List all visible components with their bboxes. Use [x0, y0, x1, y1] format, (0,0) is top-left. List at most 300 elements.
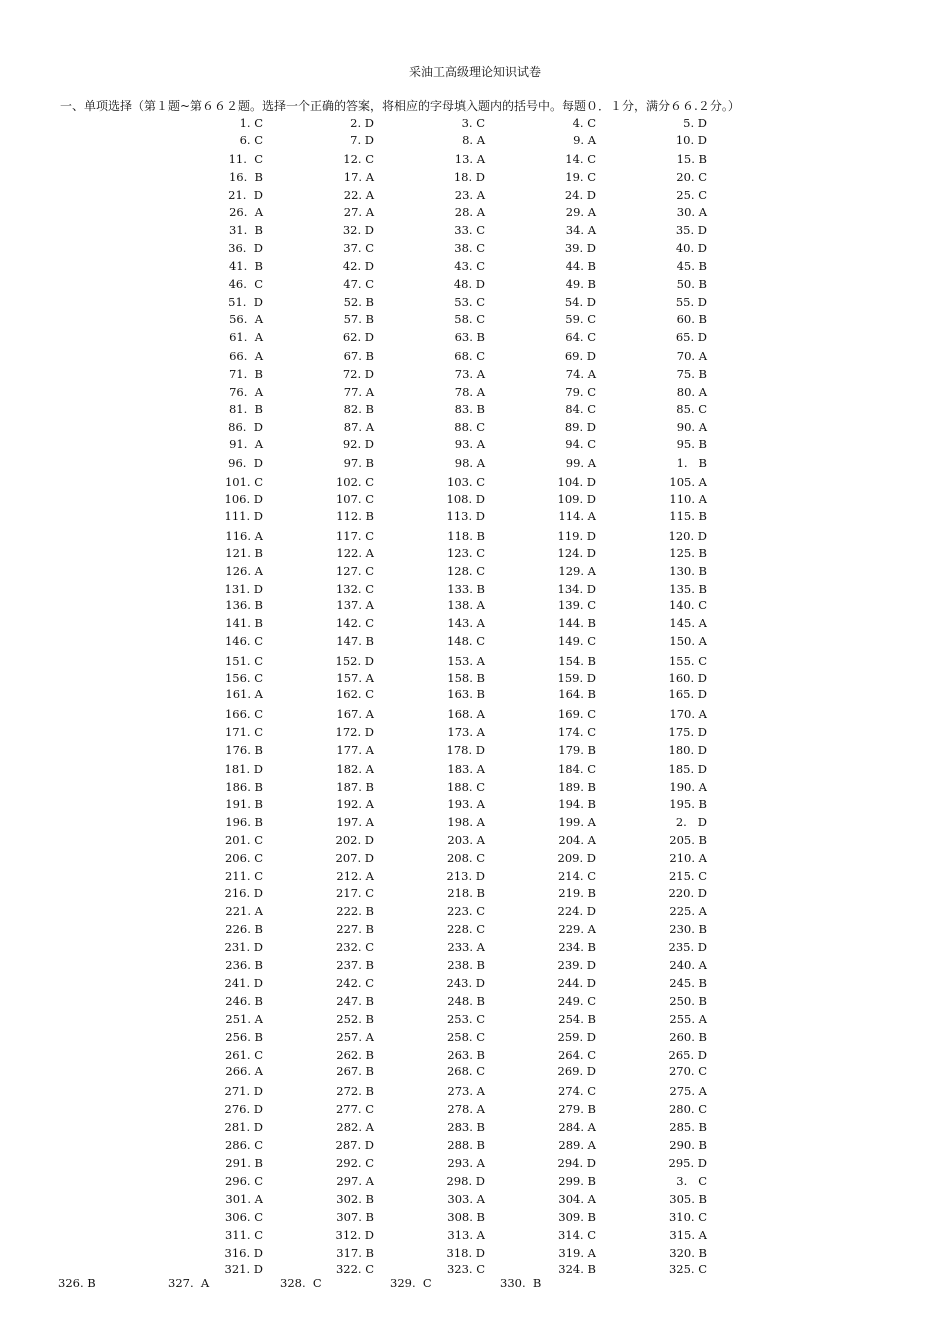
answer-cell: 128. C [446, 564, 485, 578]
answer-row [0, 1048, 950, 1062]
answer-cell: 303. A [447, 1192, 485, 1206]
answer-cell: 60. B [676, 312, 707, 326]
answer-cell: 162. C [335, 687, 374, 701]
answer-cell: 240. A [669, 958, 707, 972]
answer-cell: 4. C [572, 116, 596, 130]
answer-cell: 243. D [446, 976, 485, 990]
answer-cell: 160. D [668, 671, 707, 685]
answer-row [0, 277, 950, 291]
answer-cell: 119. D [557, 529, 596, 543]
answer-row [0, 994, 950, 1008]
answer-cell: 218. B [447, 886, 485, 900]
answer-cell: 9. A [573, 133, 596, 147]
answer-cell: 230. B [669, 922, 707, 936]
answer-cell: 158. B [447, 671, 485, 685]
answer-cell: 32. D [342, 223, 374, 237]
answer-row [0, 385, 950, 399]
answer-cell: 198. A [447, 815, 485, 829]
answer-cell: 109. D [557, 492, 596, 506]
answer-cell: 3. C [461, 116, 485, 130]
answer-cell: 110. A [669, 492, 707, 506]
answer-cell: 291. B [225, 1156, 263, 1170]
answer-cell: 256. B [225, 1030, 263, 1044]
answer-cell: 318. D [446, 1246, 485, 1260]
answer-cell: 163. B [447, 687, 485, 701]
answer-cell: 217. C [335, 886, 374, 900]
section-instruction: 一、单项选择（第１题~第６６２题。选择一个正确的答案，将相应的字母填入题内的括号中。每题０．１分，满分６６.２分。） [60, 99, 740, 113]
answer-cell: 95. B [676, 437, 707, 451]
answer-cell: 102. C [335, 475, 374, 489]
answer-cell: 311. C [224, 1228, 263, 1242]
answer-cell: 213. D [446, 869, 485, 883]
answer-cell: 99. A [565, 456, 596, 470]
answer-cell: 267. B [336, 1064, 374, 1078]
answer-cell: 83. B [454, 402, 485, 416]
answer-row [0, 940, 950, 954]
answer-cell: 312. D [335, 1228, 374, 1242]
answer-cell: 135. B [669, 582, 707, 596]
answer-cell: 103. C [446, 475, 485, 489]
answer-row [0, 815, 950, 829]
answer-cell: 132. C [335, 582, 374, 596]
answer-cell: 186. B [225, 780, 263, 794]
answer-cell: 191. B [225, 797, 263, 811]
answer-cell: 288. B [447, 1138, 485, 1152]
answer-cell: 206. C [224, 851, 263, 865]
answer-cell: 279. B [558, 1102, 596, 1116]
answer-cell: 199. A [558, 815, 596, 829]
answer-cell: 297. A [336, 1174, 374, 1188]
answer-cell: 152. D [335, 654, 374, 668]
answer-cell: 323. C [446, 1262, 485, 1276]
answer-cell: 159. D [557, 671, 596, 685]
answer-cell: 154. B [558, 654, 596, 668]
answer-row [0, 687, 950, 701]
answer-cell: 44. B [565, 259, 596, 273]
answer-row [0, 904, 950, 918]
answer-cell: 121. B [225, 546, 263, 560]
answer-cell: 77. A [343, 385, 374, 399]
answer-cell: 216. D [224, 886, 263, 900]
answer-cell: 252. B [336, 1012, 374, 1026]
answer-cell: 54. D [564, 295, 596, 309]
answer-cell: 294. D [557, 1156, 596, 1170]
answer-row [0, 634, 950, 648]
answer-row [0, 1012, 950, 1026]
answer-cell: 107. C [335, 492, 374, 506]
answer-row [0, 654, 950, 668]
answer-cell: 106. D [224, 492, 263, 506]
answer-cell: 5. D [683, 116, 707, 130]
answer-cell: 226. B [225, 922, 263, 936]
answer-cell: 84. C [565, 402, 596, 416]
answer-cell: 92. D [342, 437, 374, 451]
answer-cell: 277. C [335, 1102, 374, 1116]
answer-cell: 19. C [565, 170, 596, 184]
answer-cell: 104. D [557, 475, 596, 489]
answer-cell: 259. D [557, 1030, 596, 1044]
answer-cell: 148. C [446, 634, 485, 648]
answer-cell: 292. C [335, 1156, 374, 1170]
answer-cell: 2. D [675, 815, 707, 829]
answer-row [0, 1192, 950, 1206]
answer-cell: 38. C [454, 241, 485, 255]
answer-cell: 2. D [350, 116, 374, 130]
answer-cell: 52. B [343, 295, 374, 309]
answer-row [0, 188, 950, 202]
answer-cell: 140. C [668, 598, 707, 612]
answer-cell: 66. A [229, 349, 263, 363]
answer-cell: 78. A [454, 385, 485, 399]
answer-cell: 157. A [336, 671, 374, 685]
answer-row [0, 1064, 950, 1078]
answer-cell: 210. A [669, 851, 707, 865]
answer-row [0, 1174, 950, 1188]
answer-cell: 112. B [336, 509, 374, 523]
answer-cell: 309. B [558, 1210, 596, 1224]
answer-cell: 233. A [447, 940, 485, 954]
answer-cell: 301. A [225, 1192, 263, 1206]
answer-cell: 214. C [557, 869, 596, 883]
answer-cell: 7. D [350, 133, 374, 147]
answer-cell: 319. A [558, 1246, 596, 1260]
answer-row [0, 564, 950, 578]
answer-cell: 125. B [669, 546, 707, 560]
answer-cell: 23. A [454, 188, 485, 202]
answer-row [0, 1228, 950, 1242]
answer-cell: 36. D [228, 241, 263, 255]
answer-cell: 164. B [558, 687, 596, 701]
answer-cell: 87. A [343, 420, 374, 434]
answer-cell: 183. A [447, 762, 485, 776]
answer-row [0, 420, 950, 434]
answer-cell: 220. D [668, 886, 707, 900]
answer-cell: 245. B [669, 976, 707, 990]
answer-cell: 298. D [446, 1174, 485, 1188]
answer-cell: 85. C [676, 402, 707, 416]
answer-cell: 269. D [557, 1064, 596, 1078]
answer-cell: 29. A [565, 205, 596, 219]
answer-cell: 265. D [668, 1048, 707, 1062]
answer-cell: 266. A [225, 1064, 263, 1078]
answer-row [0, 762, 950, 776]
answer-cell: 143. A [447, 616, 485, 630]
answer-cell: 315. A [669, 1228, 707, 1242]
answer-cell: 263. B [447, 1048, 485, 1062]
answer-cell: 155. C [668, 654, 707, 668]
answer-cell: 101. C [224, 475, 263, 489]
answer-row [0, 349, 950, 363]
answer-cell: 89. D [564, 420, 596, 434]
answer-cell: 53. C [454, 295, 485, 309]
answer-cell: 185. D [668, 762, 707, 776]
answer-cell: 12. C [343, 152, 374, 166]
answer-cell: 286. C [224, 1138, 263, 1152]
answer-cell: 93. A [454, 437, 485, 451]
answer-cell: 90. A [676, 420, 707, 434]
answer-cell: 114. A [558, 509, 596, 523]
answer-cell: 10. D [675, 133, 707, 147]
answer-cell: 31. B [228, 223, 263, 237]
answer-row [0, 1156, 950, 1170]
answer-cell: 280. C [668, 1102, 707, 1116]
answer-cell: 278. A [447, 1102, 485, 1116]
answer-row [0, 869, 950, 883]
answer-cell: 124. D [557, 546, 596, 560]
answer-cell: 287. D [335, 1138, 374, 1152]
answer-row-last [0, 1276, 950, 1290]
answer-cell: 145. A [669, 616, 707, 630]
answer-cell: 221. A [225, 904, 263, 918]
answer-cell: 314. C [557, 1228, 596, 1242]
answer-cell: 130. B [669, 564, 707, 578]
answer-cell: 238. B [447, 958, 485, 972]
answer-cell: 74. A [565, 367, 596, 381]
answer-row [0, 743, 950, 757]
answer-cell: 67. B [343, 349, 374, 363]
answer-cell: 117. C [335, 529, 374, 543]
answer-row [0, 976, 950, 990]
answer-cell: 134. D [557, 582, 596, 596]
answer-row [0, 241, 950, 255]
answer-cell: 64. C [565, 330, 596, 344]
answer-cell: 316. D [224, 1246, 263, 1260]
answer-cell: 136. B [225, 598, 263, 612]
answer-cell: 11. C [228, 152, 263, 166]
answer-cell: 195. B [669, 797, 707, 811]
answer-row [0, 295, 950, 309]
answer-cell: 281. D [224, 1120, 263, 1134]
answer-cell: 63. B [454, 330, 485, 344]
answer-cell: 188. C [446, 780, 485, 794]
answer-row [0, 780, 950, 794]
answer-cell: 79. C [565, 385, 596, 399]
answer-cell: 326. B [58, 1276, 96, 1290]
answer-cell: 255. A [669, 1012, 707, 1026]
answer-cell: 56. A [229, 312, 263, 326]
answer-cell: 113. D [446, 509, 485, 523]
answer-cell: 42. D [342, 259, 374, 273]
answer-row [0, 475, 950, 489]
answer-cell: 219. B [558, 886, 596, 900]
answer-cell: 234. B [558, 940, 596, 954]
answer-row [0, 1030, 950, 1044]
answer-cell: 236. B [225, 958, 263, 972]
answer-cell: 293. A [447, 1156, 485, 1170]
answer-cell: 98. A [454, 456, 485, 470]
answer-cell: 72. D [342, 367, 374, 381]
answer-cell: 171. C [224, 725, 263, 739]
answer-cell: 203. A [447, 833, 485, 847]
answer-cell: 227. B [336, 922, 374, 936]
answer-cell: 126. A [225, 564, 263, 578]
answer-cell: 16. B [228, 170, 263, 184]
answer-row [0, 223, 950, 237]
answer-row [0, 922, 950, 936]
answer-cell: 317. B [336, 1246, 374, 1260]
answer-cell: 289. A [558, 1138, 596, 1152]
answer-cell: 68. C [454, 349, 485, 363]
answer-cell: 141. B [225, 616, 263, 630]
answer-cell: 37. C [343, 241, 374, 255]
answer-cell: 129. A [558, 564, 596, 578]
answer-cell: 231. D [224, 940, 263, 954]
answer-cell: 197. A [336, 815, 374, 829]
answer-cell: 18. D [453, 170, 485, 184]
answer-cell: 181. D [224, 762, 263, 776]
answer-cell: 108. D [446, 492, 485, 506]
answer-row [0, 1262, 950, 1276]
answer-row [0, 797, 950, 811]
answer-row [0, 851, 950, 865]
answer-cell: 211. C [224, 869, 263, 883]
answer-cell: 94. C [565, 437, 596, 451]
answer-cell: 14. C [565, 152, 596, 166]
answer-cell: 137. A [336, 598, 374, 612]
answer-cell: 189. B [558, 780, 596, 794]
answer-cell: 33. C [454, 223, 485, 237]
answer-cell: 264. C [557, 1048, 596, 1062]
answer-cell: 22. A [343, 188, 374, 202]
answer-cell: 173. A [447, 725, 485, 739]
answer-cell: 25. C [676, 188, 707, 202]
answer-cell: 161. A [225, 687, 263, 701]
answer-row [0, 616, 950, 630]
answer-cell: 254. B [558, 1012, 596, 1026]
answer-cell: 13. A [454, 152, 485, 166]
answer-row [0, 1120, 950, 1134]
answer-cell: 322. C [335, 1262, 374, 1276]
answer-cell: 3. C [676, 1174, 707, 1188]
answer-row [0, 725, 950, 739]
answer-cell: 201. C [224, 833, 263, 847]
answer-cell: 30. A [676, 205, 707, 219]
answer-cell: 248. B [447, 994, 485, 1008]
answer-cell: 41. B [228, 259, 263, 273]
answer-cell: 235. D [668, 940, 707, 954]
answer-row [0, 546, 950, 560]
answer-row [0, 1138, 950, 1152]
answer-cell: 6. C [239, 133, 263, 147]
answer-row [0, 1246, 950, 1260]
answer-cell: 47. C [343, 277, 374, 291]
answer-row [0, 205, 950, 219]
answer-cell: 261. C [224, 1048, 263, 1062]
answer-row [0, 492, 950, 506]
answer-cell: 55. D [675, 295, 707, 309]
answer-cell: 328. C [280, 1276, 322, 1290]
answer-cell: 82. B [343, 402, 374, 416]
answer-row [0, 116, 950, 130]
answer-cell: 165. D [668, 687, 707, 701]
answer-cell: 290. B [669, 1138, 707, 1152]
answer-row [0, 833, 950, 847]
answer-cell: 120. D [668, 529, 707, 543]
answer-cell: 1. B [676, 456, 707, 470]
answer-cell: 48. D [453, 277, 485, 291]
answer-cell: 8. A [462, 133, 485, 147]
answer-cell: 184. C [557, 762, 596, 776]
answer-cell: 70. A [676, 349, 707, 363]
answer-cell: 229. A [558, 922, 596, 936]
answer-cell: 249. C [557, 994, 596, 1008]
answer-cell: 123. C [446, 546, 485, 560]
answer-cell: 253. C [446, 1012, 485, 1026]
answer-cell: 306. C [224, 1210, 263, 1224]
answer-cell: 65. D [675, 330, 707, 344]
answer-cell: 86. D [228, 420, 263, 434]
answer-cell: 51. D [228, 295, 263, 309]
answer-cell: 21. D [228, 188, 263, 202]
answer-cell: 151. C [224, 654, 263, 668]
answer-cell: 308. B [447, 1210, 485, 1224]
answer-cell: 43. C [454, 259, 485, 273]
answer-cell: 192. A [336, 797, 374, 811]
answer-cell: 325. C [668, 1262, 707, 1276]
answer-cell: 35. D [675, 223, 707, 237]
answer-cell: 175. D [668, 725, 707, 739]
answer-cell: 310. C [668, 1210, 707, 1224]
answer-cell: 276. D [224, 1102, 263, 1116]
answer-cell: 24. D [564, 188, 596, 202]
answer-cell: 193. A [447, 797, 485, 811]
answer-cell: 179. B [558, 743, 596, 757]
answer-cell: 69. D [564, 349, 596, 363]
answer-cell: 133. B [447, 582, 485, 596]
answer-row [0, 367, 950, 381]
answer-cell: 142. C [335, 616, 374, 630]
answer-cell: 45. B [676, 259, 707, 273]
answer-row [0, 1084, 950, 1098]
answer-cell: 28. A [454, 205, 485, 219]
answer-cell: 329. C [390, 1276, 432, 1290]
answer-cell: 122. A [336, 546, 374, 560]
answer-cell: 147. B [336, 634, 374, 648]
answer-cell: 20. C [676, 170, 707, 184]
answer-cell: 81. B [228, 402, 263, 416]
answer-cell: 205. B [669, 833, 707, 847]
answer-cell: 224. D [557, 904, 596, 918]
answer-cell: 144. B [558, 616, 596, 630]
answer-cell: 111. D [224, 509, 263, 523]
answer-cell: 166. C [224, 707, 263, 721]
answer-cell: 237. B [336, 958, 374, 972]
answer-cell: 178. D [446, 743, 485, 757]
answer-cell: 320. B [669, 1246, 707, 1260]
answer-row [0, 456, 950, 470]
answer-cell: 283. B [447, 1120, 485, 1134]
answer-cell: 244. D [557, 976, 596, 990]
answer-cell: 228. C [446, 922, 485, 936]
answer-cell: 305. B [669, 1192, 707, 1206]
answer-cell: 49. B [565, 277, 596, 291]
answer-cell: 271. D [224, 1084, 263, 1098]
answer-cell: 246. B [225, 994, 263, 1008]
answer-cell: 174. C [557, 725, 596, 739]
answer-cell: 324. B [558, 1262, 596, 1276]
answer-cell: 71. B [228, 367, 263, 381]
answer-cell: 40. D [675, 241, 707, 255]
answer-cell: 170. A [669, 707, 707, 721]
answer-row [0, 259, 950, 273]
answer-cell: 247. B [336, 994, 374, 1008]
answer-cell: 208. C [446, 851, 485, 865]
answer-cell: 27. A [343, 205, 374, 219]
answer-cell: 182. A [336, 762, 374, 776]
answer-cell: 39. D [564, 241, 596, 255]
answer-cell: 250. B [669, 994, 707, 1008]
answer-cell: 168. A [447, 707, 485, 721]
